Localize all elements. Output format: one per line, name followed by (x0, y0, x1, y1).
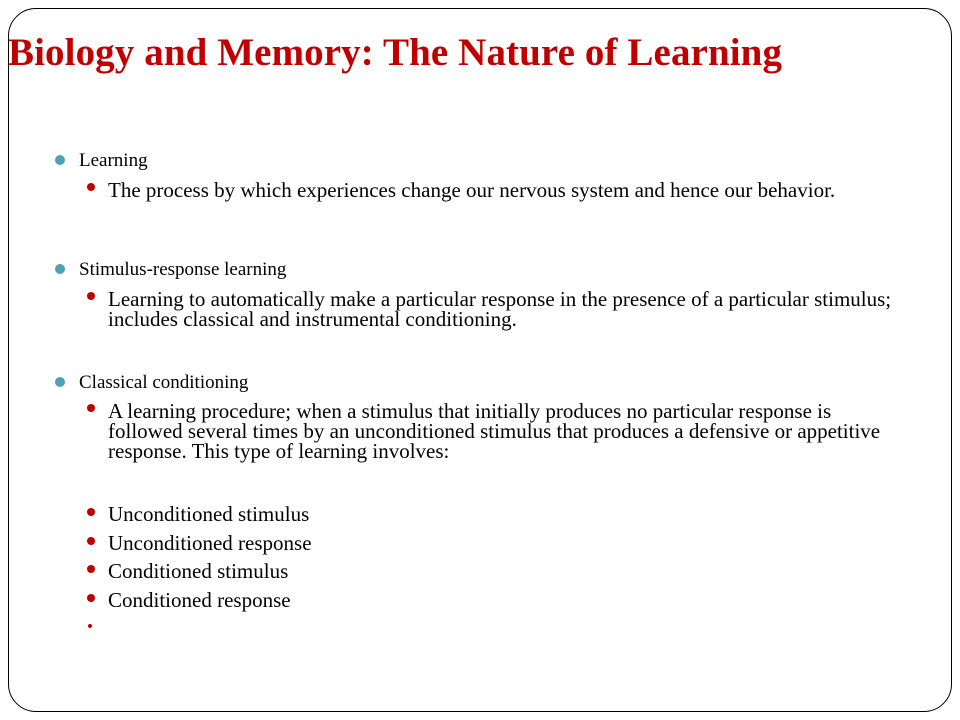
bullet-icon (87, 537, 95, 545)
bullet-icon (87, 565, 95, 573)
bullet-icon (87, 183, 95, 191)
section-heading-classical-conditioning: Classical conditioning (79, 372, 249, 393)
bullet-icon (87, 594, 95, 602)
list-item-conditioned-response: Conditioned response (108, 588, 291, 612)
slide-title: Biology and Memory: The Nature of Learning (8, 31, 783, 74)
bullet-icon (87, 292, 95, 300)
bullet-icon (55, 264, 65, 274)
list-item-unconditioned-stimulus: Unconditioned stimulus (108, 502, 310, 526)
list-item-conditioned-stimulus: Conditioned stimulus (108, 559, 289, 583)
bullet-icon (87, 508, 95, 516)
bullet-icon (55, 155, 65, 165)
section-heading-stimulus-response-learning: Stimulus-response learning (79, 259, 287, 280)
list-item-unconditioned-response: Unconditioned response (108, 531, 312, 555)
definition-classical-conditioning: A learning procedure; when a stimulus that initially produces no particular response is followed several times by an unconditioned stimulus that produces a defensive or appetitive response. This type of learning involves: (108, 399, 881, 463)
definition-learning: The process by which experiences change our nervous system and hence our behavior. (108, 178, 836, 202)
definition-stimulus-response-learning: Learning to automatically make a particular response in the presence of a particular stimulus; includes classical and instrumental conditioning. (108, 287, 892, 331)
bullet-icon (87, 404, 95, 412)
bullet-icon (55, 377, 65, 387)
section-heading-learning: Learning (79, 150, 148, 171)
empty-bullet-icon (88, 624, 92, 628)
